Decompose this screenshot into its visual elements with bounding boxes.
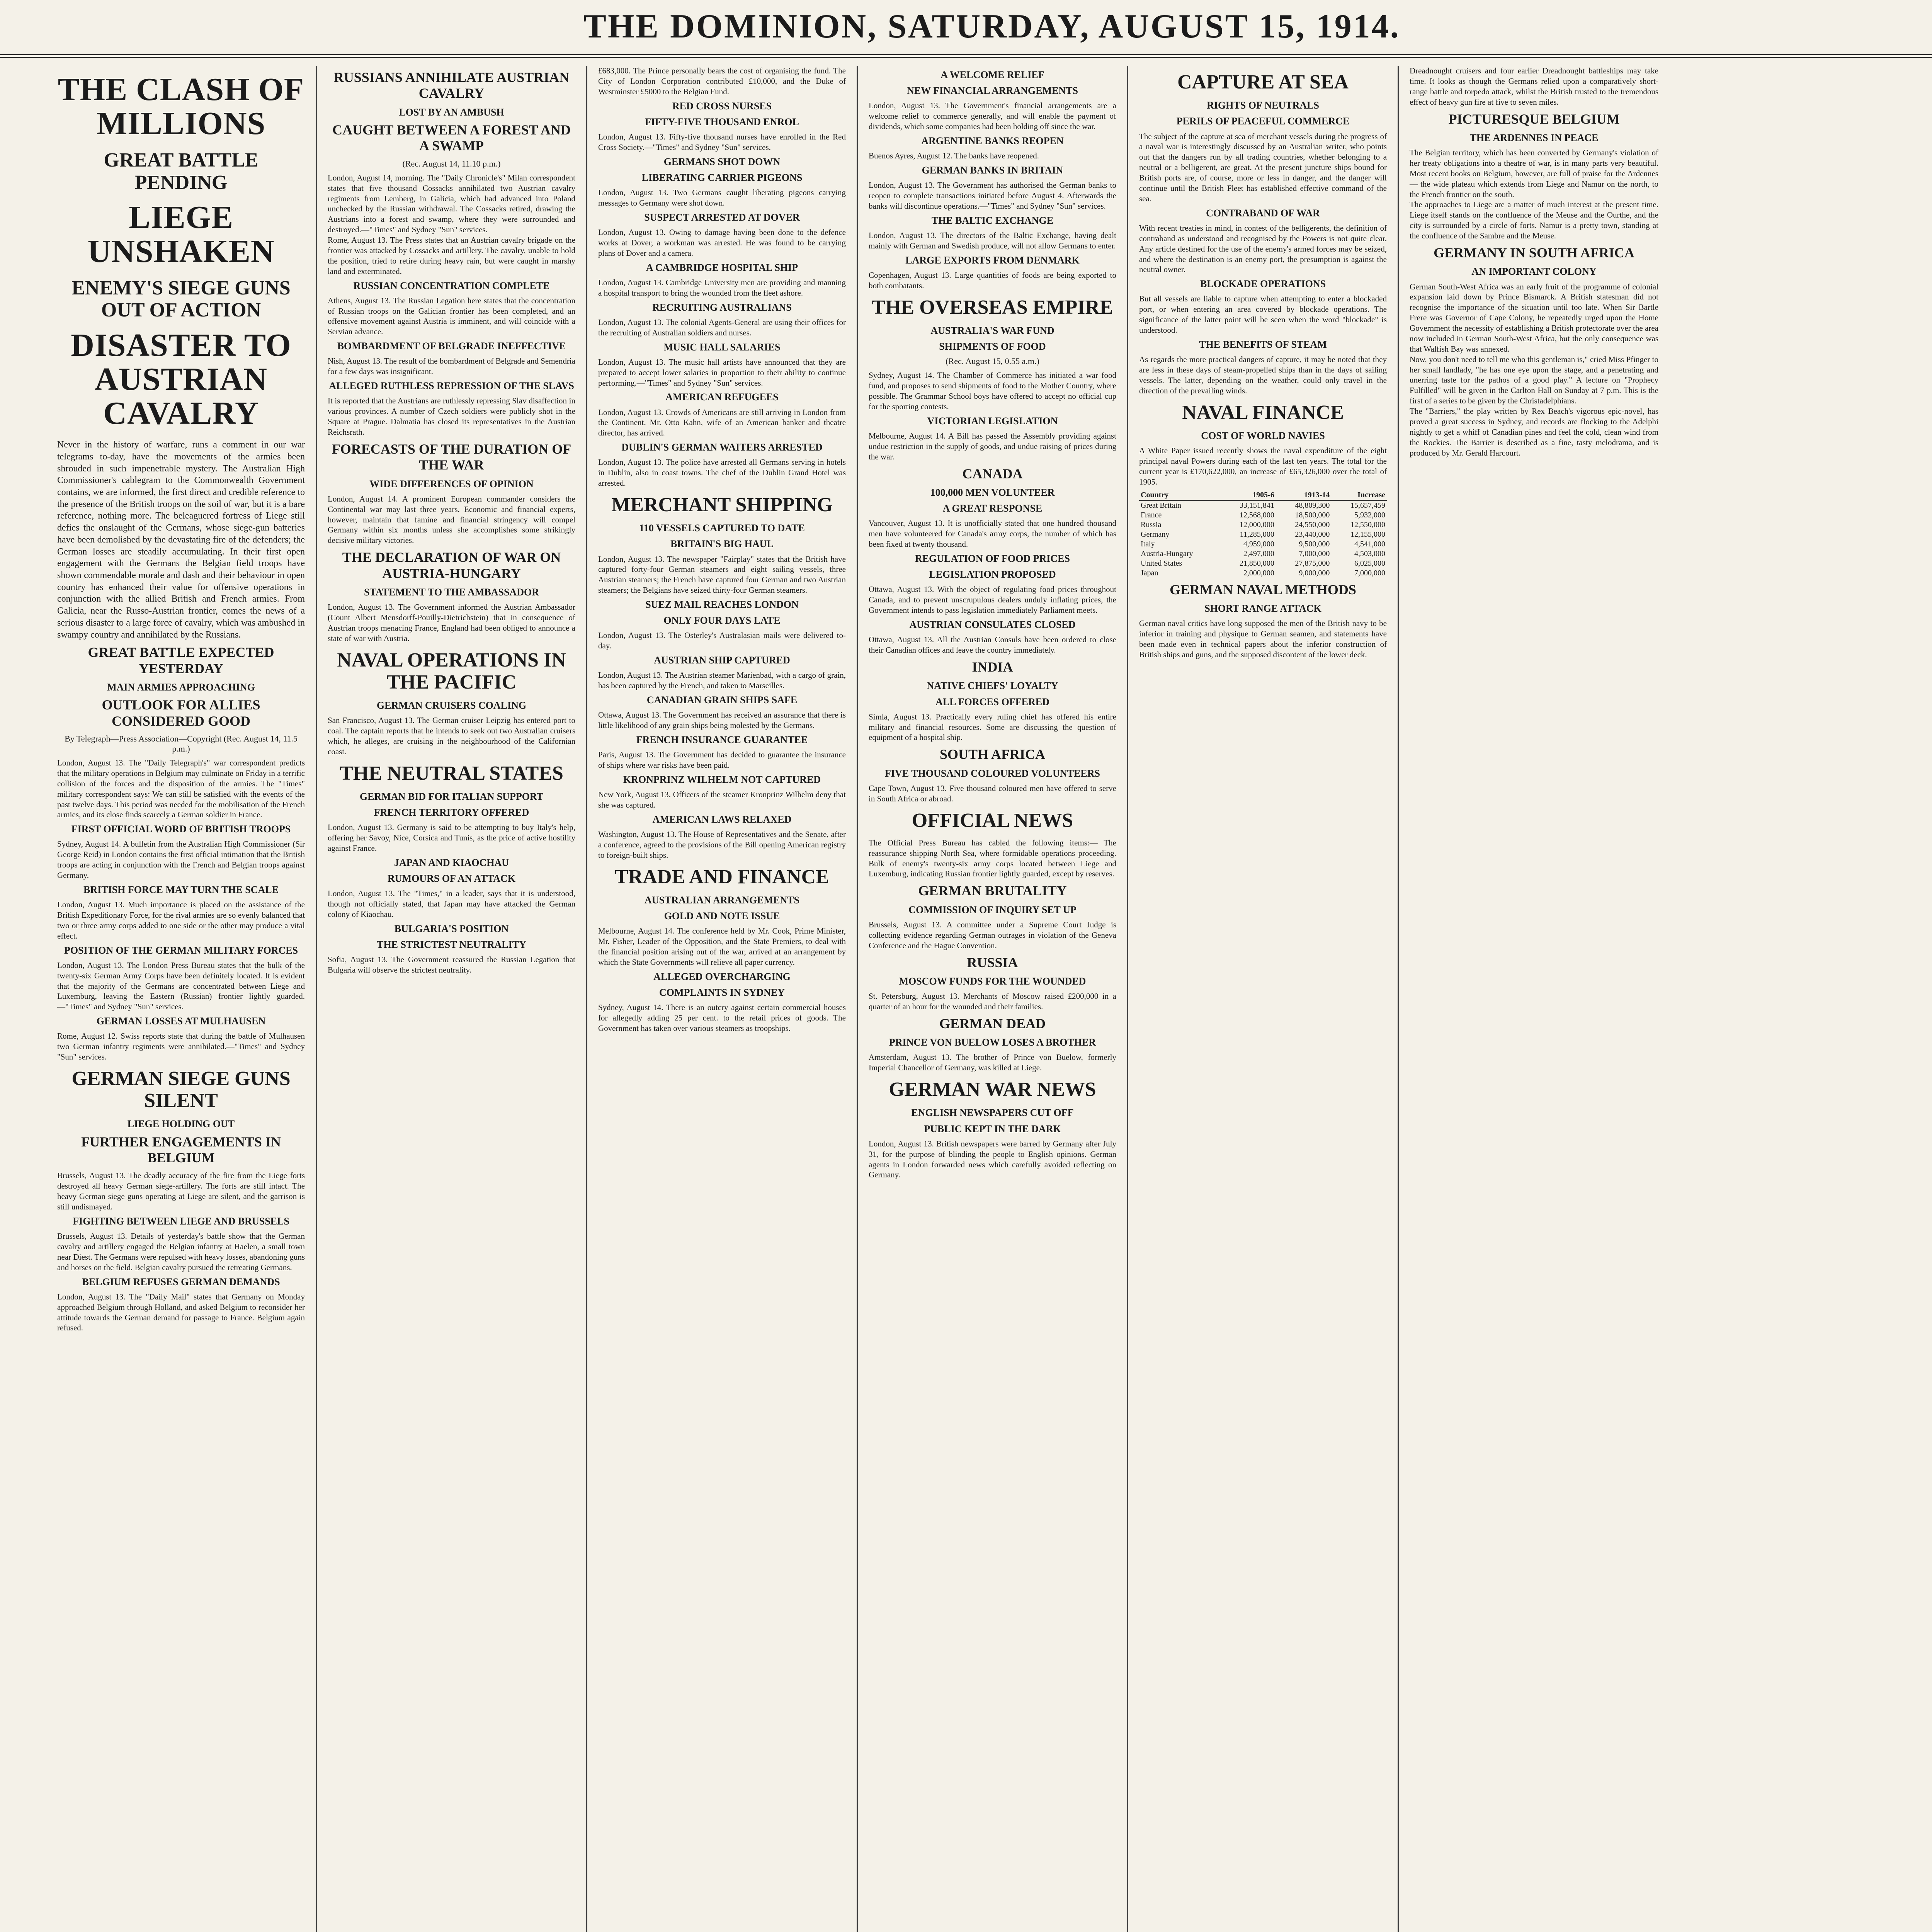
headline: AUSTRALIAN ARRANGEMENTS xyxy=(645,894,799,906)
headline: GERMANS SHOT DOWN xyxy=(663,156,781,167)
article-text: Rome, August 13. The Press states that an Austrian cavalry brigade on the frontier was attacked by Cossacks and artillery. The cavalry, unable to hold the position, tried to retire during heavy rain, but were caught in marshy land and exterminated. xyxy=(328,235,575,276)
headline: THE OVERSEAS EMPIRE xyxy=(872,296,1113,318)
headline: TRADE AND FINANCE xyxy=(615,866,829,888)
article-text: London, August 14, morning. The "Daily Chronicle's" Milan correspondent states that five thousand Cossacks annihilated two Austrian cavalry regiments from Lemberg, in Galicia, which had advanced into Poland unchecked by the Russian withdrawal. The Cossacks retired, drawing the Austrians into a forest and swamp, where they were surrounded and destroyed.—"Times" and Sydney "Sun" services. xyxy=(328,173,575,235)
article-text: London, August 13. The Government's financial arrangements are a welcome relief to commerce generally, and will enable the payment of dividends, which some companies had been holding off since the war. xyxy=(869,101,1116,131)
table-cell: Italy xyxy=(1141,539,1155,548)
article-text: London, August 13. British newspapers were barred by Germany after July 31, for the purpose of blinding the people to English opinions. German agents in London forwarded news which carefully avoided reflecting on Germany. xyxy=(869,1139,1116,1180)
headline: ALL FORCES OFFERED xyxy=(935,696,1049,707)
headline: GERMAN SIEGE GUNS SILENT xyxy=(71,1068,291,1112)
headline: PUBLIC KEPT IN THE DARK xyxy=(924,1123,1061,1134)
headline: NAVAL OPERATIONS IN THE PACIFIC xyxy=(337,649,566,693)
headline: RUSSIAN CONCENTRATION COMPLETE xyxy=(353,280,550,291)
article-text: Ottawa, August 13. All the Austrian Consuls have been ordered to close their Canadian offices and leave the country immediately. xyxy=(869,635,1116,655)
table-cell: Japan xyxy=(1141,568,1158,577)
headline: AUSTRIAN CONSULATES CLOSED xyxy=(909,619,1076,631)
headline: GERMAN BID FOR ITALIAN SUPPORT xyxy=(359,791,544,802)
article-text: London, August 13. Owing to damage having been done to the defence works at Dover, a workman was arrested. He was found to be carrying plans of Dover and a camera. xyxy=(598,228,846,258)
headline: THE CLASH OF MILLIONS xyxy=(58,71,304,142)
table-cell: France xyxy=(1141,510,1162,519)
article-text: London, August 13. The Austrian steamer Marienbad, with a cargo of grain, has been captured by the French, and taken to Marseilles. xyxy=(598,670,846,690)
newspaper-columns xyxy=(46,66,1932,1932)
headline: ARGENTINE BANKS REOPEN xyxy=(921,135,1064,146)
headline: COST OF WORLD NAVIES xyxy=(1201,430,1325,441)
article-text: Buenos Ayres, August 12. The banks have reopened. xyxy=(869,151,1039,161)
article-text: London, August 13. The police have arrested all Germans serving in hotels in Dublin, also in coast towns. The chef of the Dublin Grand Hotel was arrested. xyxy=(598,457,846,488)
article-text: German South-West Africa was an early fruit of the programme of colonial expansion laid down by Prince Bismarck. A British statesman did not recognise the importance of the situation until too late. When Sir Bartle Frere was Governor of Cape Colony, he repeatedly urged upon the Home Government the necessity of establishing a British protectorate over the area now included in German South-West Africa, but the only consequence was that Walfish Bay was annexed. xyxy=(1410,282,1658,354)
article-text: Rome, August 12. Swiss reports state that during the battle of Mulhausen two German infantry regiments were annihilated.—"Times" and Sydney "Sun" services. xyxy=(57,1031,305,1062)
headline: AUSTRIAN SHIP CAPTURED xyxy=(654,655,790,666)
headline: RECRUITING AUSTRALIANS xyxy=(652,301,792,313)
headline: GERMAN CRUISERS COALING xyxy=(376,700,527,711)
article-text: Brussels, August 13. The deadly accuracy of the fire from the Liege forts destroyed all heavy German siege-artillery. The forts are still intact. The heavy German siege guns operating at Liege are silent, and the garrison is still undismayed. xyxy=(57,1171,305,1211)
table-cell: Great Britain xyxy=(1141,501,1181,510)
article-text: London, August 13. The directors of the Baltic Exchange, having dealt mainly with German and Swedish produce, will not allow Germans to enter. xyxy=(869,231,1116,250)
article-text: The "Barriers," the play written by Rex Beach's vigorous epic-novel, has proved a great success in Sydney, and records are flocking to the Adelphi nightly to get a whiff of Canadian pines and feel the cold, clean wind from the Rockies. The Barrier is described as a fine, tasty melodrama, and is produced by Mr. Gerald Harcourt. xyxy=(1410,406,1658,457)
article-text: A White Paper issued recently shows the naval expenditure of the eight principal naval Powers during each of the last ten years. The total for the current year is £170,622,000, an increase of £65,326,000 over the total of 1905. xyxy=(1139,446,1387,486)
headline: FIGHTING BETWEEN LIEGE AND BRUSSELS xyxy=(73,1215,289,1227)
headline: NAVAL FINANCE xyxy=(1182,401,1344,423)
column-1 xyxy=(46,66,317,1932)
headline: BELGIUM REFUSES GERMAN DEMANDS xyxy=(82,1276,280,1287)
table-header-cell: Country xyxy=(1139,490,1220,500)
newspaper-title: THE DOMINION, SATURDAY, AUGUST 15, 1914. xyxy=(583,8,1400,45)
headline: 110 VESSELS CAPTURED TO DATE xyxy=(639,522,805,534)
table-cell: 2,497,000 xyxy=(1243,549,1274,558)
table-cell: 12,155,000 xyxy=(1350,530,1385,539)
article-text: Simla, August 13. Practically every ruling chief has offered his entire military and financial resources. Some are discussing the question of equipment of a hospital ship. xyxy=(869,712,1116,742)
headline: BULGARIA'S POSITION xyxy=(394,923,509,934)
headline: MERCHANT SHIPPING xyxy=(611,494,833,516)
article-text: Athens, August 13. The Russian Legation here states that the concentration of Russian troops on the Galician frontier has been completed, and an offensive movement against Austria is imminent, and will coincide with a Servian advance. xyxy=(328,296,575,337)
headline: LEGISLATION PROPOSED xyxy=(929,569,1056,580)
table-cell: 7,000,000 xyxy=(1354,568,1385,577)
headline: CONTRABAND OF WAR xyxy=(1206,207,1320,219)
headline: GERMAN DEAD xyxy=(939,1015,1046,1031)
headline: AUSTRALIA'S WAR FUND xyxy=(930,325,1054,336)
table-header-cell: Increase xyxy=(1331,490,1387,500)
headline: ONLY FOUR DAYS LATE xyxy=(663,615,781,626)
headline: OUTLOOK FOR ALLIES CONSIDERED GOOD xyxy=(102,697,260,729)
headline: PRINCE VON BUELOW LOSES A BROTHER xyxy=(889,1037,1096,1048)
headline: CANADA xyxy=(962,466,1023,481)
headline: FRENCH TERRITORY OFFERED xyxy=(374,807,529,818)
headline: SUEZ MAIL REACHES LONDON xyxy=(645,599,799,611)
headline: LIEGE HOLDING OUT xyxy=(127,1118,235,1130)
article-text: Ottawa, August 13. The Government has received an assurance that there is little likelihood of any grain ships being molested by the Germans. xyxy=(598,710,846,730)
table-cell: Russia xyxy=(1141,520,1162,529)
article-text: London, August 13. The London Press Bureau states that the bulk of the twenty-six German Army Corps have been definitely located. It is evident that the majority of the Germans are concentrated between Liege and Luxemburg, leaving the Eastern (Russian) frontier lightly guarded.—"Times" and Sydney "Sun" services. xyxy=(57,960,305,1012)
headline: THE ARDENNES IN PEACE xyxy=(1469,132,1599,143)
article-text: London, August 13. The Osterley's Australasian mails were delivered to-day. xyxy=(598,631,846,651)
headline: GREAT BATTLE EXPECTED YESTERDAY xyxy=(88,645,274,676)
headline: GERMAN BRUTALITY xyxy=(918,883,1067,899)
headline: BRITAIN'S BIG HAUL xyxy=(670,538,774,550)
headline: LOST BY AN AMBUSH xyxy=(399,106,504,118)
headline: THE STRICTEST NEUTRALITY xyxy=(377,939,526,951)
article-text: San Francisco, August 13. The German cruiser Leipzig has entered port to coal. The captain reports that he intends to seek out two Australian cruisers which, he alleges, are cruising in the neighbourhood of the Californian coast. xyxy=(328,716,575,756)
headline: GERMAN LOSSES AT MULHAUSEN xyxy=(96,1015,266,1027)
headline: FURTHER ENGAGEMENTS IN BELGIUM xyxy=(81,1134,281,1165)
headline: COMPLAINTS IN SYDNEY xyxy=(659,987,785,998)
headline: STATEMENT TO THE AMBASSADOR xyxy=(364,586,539,598)
table-cell: 4,541,000 xyxy=(1354,539,1385,548)
table-cell: 6,025,000 xyxy=(1354,559,1385,568)
masthead xyxy=(0,0,1932,58)
headline: MUSIC HALL SALARIES xyxy=(663,341,781,353)
headline: ENEMY'S SIEGE GUNS OUT OF ACTION xyxy=(71,277,291,321)
headline: A WELCOME RELIEF xyxy=(940,69,1044,80)
headline: DUBLIN'S GERMAN WAITERS ARRESTED xyxy=(621,442,823,453)
headline: ENGLISH NEWSPAPERS CUT OFF xyxy=(911,1107,1074,1119)
article-text: The subject of the capture at sea of merchant vessels during the progress of a naval war is interestingly discussed by an Australian writer, who points out that the dangers run by all trading countries, whether belonging to a neutral or a belligerent, are great. At the present juncture ships bound for British ports are, of course, more or less in danger, and the danger will continue until the British Fleet has established effective command of the sea. xyxy=(1139,131,1387,203)
article-text: St. Petersburg, August 13. Merchants of Moscow raised £200,000 in a quarter of an hour for the wounded and their families. xyxy=(869,992,1116,1012)
table-row xyxy=(1139,520,1387,530)
article-text: The Belgian territory, which has been converted by Germany's violation of her treaty obligations into a theatre of war, is in many parts very beautiful. Most recent books on Belgium, however, are full of praise for the Ardennes — the wide plateau which extends from Liege and Namur on the north, to the French frontier on the south. xyxy=(1410,148,1658,199)
table-row xyxy=(1139,568,1387,578)
dateline: By Telegraph—Press Association—Copyright (Rec. August 14, 11.5 p.m.) xyxy=(65,734,298,754)
headline: FORECASTS OF THE DURATION OF THE WAR xyxy=(332,441,571,473)
headline: OFFICIAL NEWS xyxy=(912,809,1073,832)
headline: FRENCH INSURANCE GUARANTEE xyxy=(636,734,808,746)
headline: FIFTY-FIVE THOUSAND ENROL xyxy=(645,116,799,128)
table-cell: 21,850,000 xyxy=(1239,559,1274,568)
table-cell: 4,503,000 xyxy=(1354,549,1385,558)
headline: CAPTURE AT SEA xyxy=(1177,71,1349,93)
article-text: London, August 13. Crowds of Americans are still arriving in London from the Continent. Mr. Otto Kahn, wife of an American banker and theatre director, has arrived. xyxy=(598,407,846,438)
article-text: German naval critics have long supposed the men of the British navy to be inferior in training and physique to German seamen, and statements have been made even in technical papers about the inferior construction of British ships and guns, and the supposed discontent of the lower deck. xyxy=(1139,619,1387,659)
table-cell: United States xyxy=(1141,559,1182,568)
headline: THE BENEFITS OF STEAM xyxy=(1199,338,1327,350)
headline: FIVE THOUSAND COLOURED VOLUNTEERS xyxy=(885,767,1100,779)
table-cell: Austria-Hungary xyxy=(1141,549,1193,558)
table-cell: 9,500,000 xyxy=(1299,539,1330,548)
table-cell: 11,285,000 xyxy=(1240,530,1274,539)
headline: LIBERATING CARRIER PIGEONS xyxy=(641,172,803,183)
headline: DISASTER TO AUSTRIAN CAVALRY xyxy=(71,327,291,431)
column-4 xyxy=(858,66,1128,1932)
headline: THE BALTIC EXCHANGE xyxy=(931,214,1054,226)
headline: RUSSIA xyxy=(967,954,1018,970)
article-text: Dreadnought cruisers and four earlier Dreadnought battleships may take time. It looks as though the Germans relied upon a comparatively short-range battle and torpedo attack, whilst the British trusted to the tremendous effect of heavy gun fire at five to seven miles. xyxy=(1410,66,1658,107)
dateline: (Rec. August 14, 11.10 p.m.) xyxy=(402,158,501,168)
headline: COMMISSION OF INQUIRY SET UP xyxy=(908,904,1077,915)
table-row xyxy=(1139,530,1387,539)
headline: THE NEUTRAL STATES xyxy=(340,762,563,784)
headline: LIEGE UNSHAKEN xyxy=(87,199,275,269)
headline: RUSSIANS ANNIHILATE AUSTRIAN CAVALRY xyxy=(333,70,570,101)
headline: SOUTH AFRICA xyxy=(939,747,1046,762)
table-cell: 4,959,000 xyxy=(1243,539,1274,548)
table-cell: 12,000,000 xyxy=(1239,520,1274,529)
table-cell: 48,809,300 xyxy=(1295,501,1330,510)
headline: GREAT BATTLE PENDING xyxy=(104,149,259,194)
table-cell: 33,151,841 xyxy=(1239,501,1274,510)
table-cell: 5,932,000 xyxy=(1354,510,1385,519)
article-text: Melbourne, August 14. The conference held by Mr. Cook, Prime Minister, Mr. Fisher, Leader of the Opposition, and the State Premiers, to deal with the financial position arising out of the war, arrived at an arrangement by which the State Governments will relieve all paper currency. xyxy=(598,926,846,967)
column-6 xyxy=(1399,66,1669,1932)
article-text: London, August 13. The newspaper "Fairplay" states that the British have captured forty-four German steamers and eight sailing vessels, three Austrian steamers; the French have captured four German and two Austrian steamers; the Belgians have seized thirty-four German steamers. xyxy=(598,554,846,595)
article-text: Sofia, August 13. The Government reassured the Russian Legation that Bulgaria will observe the strictest neutrality. xyxy=(328,955,575,975)
headline: THE DECLARATION OF WAR ON AUSTRIA-HUNGARY xyxy=(342,549,561,581)
table-cell: 23,440,000 xyxy=(1295,530,1330,539)
article-text: Ottawa, August 13. With the object of regulating food prices throughout Canada, and to prevent unscrupulous dealers unduly inflating prices, the Government intends to pass legislation immediately Parliament meets. xyxy=(869,585,1116,615)
headline: RED CROSS NURSES xyxy=(672,100,772,112)
table-cell: 18,500,000 xyxy=(1295,510,1330,519)
headline: CANADIAN GRAIN SHIPS SAFE xyxy=(646,694,798,706)
article-text: Never in the history of warfare, runs a comment in our war telegrams to-day, have the movements of the armies been shrouded in such impenetrable mystery. The Australian High Commissioner's cablegram to the Commonwealth Government contains, we are informed, the first direct and credible reference to the presence of the British troops on the soil of war, but it is a bare reference, nothing more. The beleaguered fortress of Liege still defies the onslaught of the Germans, whose siege-gun batteries have been demolished by the devastating fire of the defenders; the German losses are steadily accumulating. In their first open engagement with the Germans the Belgian field troops have shown commendable morale and dash and their behaviour in open country has enhanced their value for offensive operations in conjunction with the allied British and French armies. From Galicia, near the Russo-Austrian frontier, comes the news of a serious disaster to a large force of cavalry, which was ambushed in swampy country and annihilated by the Russians. xyxy=(57,440,305,640)
article-text: Brussels, August 13. A committee under a Supreme Court Judge is collecting evidence regarding German outrages in violation of the Geneva Conference and the Hague Convention. xyxy=(869,920,1116,950)
article-text: Washington, August 13. The House of Representatives and the Senate, after a conference, agreed to the provisions of the Bill opening American registry to foreign-built ships. xyxy=(598,830,846,860)
headline: RIGHTS OF NEUTRALS xyxy=(1207,100,1319,111)
article-text: Melbourne, August 14. A Bill has passed the Assembly providing against undue restriction in the supply of goods, and undue raising of prices during the war. xyxy=(869,431,1116,461)
table-cell: 9,000,000 xyxy=(1299,568,1330,577)
article-text: London, August 13. Fifty-five thousand nurses have enrolled in the Red Cross Society.—"Times" and Sydney "Sun" services. xyxy=(598,132,846,152)
headline: AN IMPORTANT COLONY xyxy=(1471,266,1597,277)
headline: KRONPRINZ WILHELM NOT CAPTURED xyxy=(623,774,821,785)
table-cell: Germany xyxy=(1141,530,1170,539)
headline: NATIVE CHIEFS' LOYALTY xyxy=(927,680,1058,692)
article-text: Paris, August 13. The Government has decided to guarantee the insurance of ships where war risks have been paid. xyxy=(598,750,846,770)
table-cell: 7,000,000 xyxy=(1299,549,1330,558)
table-row xyxy=(1139,500,1387,510)
headline: SUSPECT ARRESTED AT DOVER xyxy=(644,211,800,223)
column-3 xyxy=(587,66,858,1932)
headline: GERMAN WAR NEWS xyxy=(889,1078,1096,1101)
article-text: Sydney, August 14. A bulletin from the Australian High Commissioner (Sir George Reid) in London contains the first official intimation that the British troops are acting in conjunction with the French and Belgian troops against Germany. xyxy=(57,839,305,880)
headline: GERMANY IN SOUTH AFRICA xyxy=(1434,245,1634,260)
article-text: Nish, August 13. The result of the bombardment of Belgrade and Semendria for a few days was insignificant. xyxy=(328,356,575,376)
headline: GOLD AND NOTE ISSUE xyxy=(664,910,780,922)
headline: WIDE DIFFERENCES OF OPINION xyxy=(369,478,534,490)
article-text: Cape Town, August 13. Five thousand coloured men have offered to serve in South Africa or abroad. xyxy=(869,783,1116,803)
headline: ALLEGED RUTHLESS REPRESSION OF THE SLAVS xyxy=(329,380,574,392)
article-text: London, August 13. The "Daily Telegraph's" war correspondent predicts that the military operations in Belgium may culminate on Friday in a terrific collision of the forces and the disposition of the armies. The "Times" military correspondent says: We can still be satisfied with the events of the past twelve days. This period was needed for the mobilisation of the French armies, and its close finds scarcely a German soldier in France. xyxy=(57,758,305,820)
article-text: London, August 13. Germany is said to be attempting to buy Italy's help, offering her Savoy, Nice, Corsica and Tunis, as the price of active hostility against France. xyxy=(328,823,575,853)
headline: SHIPMENTS OF FOOD xyxy=(939,341,1046,352)
table-cell: 15,657,459 xyxy=(1350,501,1385,510)
headline: BRITISH FORCE MAY TURN THE SCALE xyxy=(83,884,279,895)
table-row xyxy=(1139,549,1387,559)
article-text: London, August 13. The Government has authorised the German banks to reopen to complete transactions initiated before August 4. Afterwards the banks will discontinue operations.—"Times" and Sydney "Sun" services. xyxy=(869,180,1116,211)
headline: PICTURESQUE BELGIUM xyxy=(1448,111,1620,127)
article-text: London, August 13. The "Times," in a leader, says that it is understood, though not officially stated, that Japan may have attacked the German colony of Kiaochau. xyxy=(328,889,575,919)
headline: A CAMBRIDGE HOSPITAL SHIP xyxy=(646,262,798,273)
article-text: Sydney, August 14. There is an outcry against certain commercial houses for allegedly adding 25 per cent. to the retail prices of goods. The Government has taken over various steamers as troopships. xyxy=(598,1003,846,1033)
article-text: Copenhagen, August 13. Large quantities of foods are being exported to both combatants. xyxy=(869,270,1116,290)
headline: JAPAN AND KIAOCHAU xyxy=(394,857,509,868)
headline: REGULATION OF FOOD PRICES xyxy=(915,553,1070,565)
article-text: London, August 13. Two Germans caught liberating pigeons carrying messages to Germany were shot down. xyxy=(598,188,846,207)
headline: LARGE EXPORTS FROM DENMARK xyxy=(905,254,1080,266)
article-text: London, August 13. Cambridge University men are providing and manning a hospital transport to bring the wounded from the fleet ashore. xyxy=(598,277,846,298)
table-cell: 12,550,000 xyxy=(1350,520,1385,529)
article-text: London, August 13. The Government informed the Austrian Ambassador (Count Albert Mensdorff-Pouilly-Dietrichstein) that in consequence of Austrian troops menacing France, England had been obliged to announce a state of war with Austria. xyxy=(328,602,575,643)
article-text: London, August 14. A prominent European commander considers the Continental war may last three years. Economic and financial experts, however, maintain that famine and financial stringency will compel Germany within six months unless she accomplishes some strikingly decisive military victories. xyxy=(328,494,575,545)
dateline: (Rec. August 15, 0.55 a.m.) xyxy=(946,356,1039,366)
table-header-cell: 1913-14 xyxy=(1276,490,1332,500)
headline: GERMAN BANKS IN BRITAIN xyxy=(922,165,1063,176)
headline: MAIN ARMIES APPROACHING xyxy=(107,682,255,693)
headline: SHORT RANGE ATTACK xyxy=(1204,602,1321,614)
headline: ALLEGED OVERCHARGING xyxy=(653,971,791,982)
headline: VICTORIAN LEGISLATION xyxy=(927,415,1058,427)
article-text: London, August 13. The colonial Agents-General are using their offices for the recruiting of Australian soldiers and nurses. xyxy=(598,317,846,337)
article-text: Now, you don't need to tell me who this gentleman is," cried Miss Pfinger to her small landlady, "he has one eye upon the stage, and a penetrating and unerring taste for the pathos of a good play." A lecture on "Prophecy Fulfilled" will be given in the Carlton Hall on Sunday at 7 p.m. This is the first of a series to be given by the Christadelphians. xyxy=(1410,354,1658,406)
table-cell: 2,000,000 xyxy=(1243,568,1274,577)
headline: POSITION OF THE GERMAN MILITARY FORCES xyxy=(64,944,298,956)
table-row xyxy=(1139,510,1387,520)
article-text: It is reported that the Austrians are ruthlessly repressing Slav disaffection in various provinces. A number of Czech soldiers were publicly shot in the Square at Prague. Dalmatia has closed its representatives in the Austrian Reichsrath. xyxy=(328,396,575,437)
headline: NEW FINANCIAL ARRANGEMENTS xyxy=(906,85,1078,97)
article-text: London, August 13. Much importance is placed on the assistance of the British Expeditionary Force, for the rival armies are so evenly balanced that two or three army corps added to one side or the other may produce a vital effect. xyxy=(57,900,305,940)
table-cell: 24,550,000 xyxy=(1295,520,1330,529)
headline: BOMBARDMENT OF BELGRADE INEFFECTIVE xyxy=(337,340,566,352)
table-row xyxy=(1139,559,1387,568)
article-text: London, August 13. The music hall artists have announced that they are prepared to accept lower salaries in proportion to their ability to continue performing.—"Times" and Sydney "Sun" services. xyxy=(598,357,846,388)
headline: MOSCOW FUNDS FOR THE WOUNDED xyxy=(899,975,1086,987)
table-cell: 27,875,000 xyxy=(1295,559,1330,568)
article-text: The approaches to Liege are a matter of much interest at the present time. Liege itself stands on the confluence of the Meuse and the Ourthe, and the city is surrounded by a circle of forts. Namur is a pretty town, standing at the confluence of the Sambre and the Meuse. xyxy=(1410,200,1658,241)
headline: A GREAT RESPONSE xyxy=(942,503,1043,514)
headline: CAUGHT BETWEEN A FOREST AND A SWAMP xyxy=(332,122,571,154)
article-text: Brussels, August 13. Details of yesterday's battle show that the German cavalry and artillery engaged the Belgian infantry at Haelen, a small town near Diest. The Germans were repulsed with heavy losses, abandoning guns and horses on the field. Belgian cavalry pursued the retreating Germans. xyxy=(57,1231,305,1272)
article-text: Sydney, August 14. The Chamber of Commerce has initiated a war food fund, and proposes to send shipments of food to the Mother Country, where possible. The Grammar School boys have offered to accept no official cup for the sporting contests. xyxy=(869,371,1116,411)
column-5 xyxy=(1128,66,1399,1932)
article-text: London, August 13. The "Daily Mail" states that Germany on Monday approached Belgium through Holland, and asked Belgium to reconsider her attitude towards the German demand for passage to France. Belgium again refused. xyxy=(57,1292,305,1333)
headline: BLOCKADE OPERATIONS xyxy=(1200,278,1326,290)
headline: 100,000 MEN VOLUNTEER xyxy=(930,487,1055,498)
headline: INDIA xyxy=(972,659,1013,675)
article-text: Amsterdam, August 13. The brother of Prince von Buelow, formerly Imperial Chancellor of Germany, was killed at Liege. xyxy=(869,1053,1116,1073)
article-text: But all vessels are liable to capture when attempting to enter a blockaded port, or when entering an area covered by blockade operations. The significance of the latter point will be seen when the word "blockade" is understood. xyxy=(1139,294,1387,335)
article-text: Vancouver, August 13. It is unofficially stated that one hundred thousand men have volunteered for Canada's army corps, the number of which has been fixed at twenty thousand. xyxy=(869,519,1116,549)
headline: RUMOURS OF AN ATTACK xyxy=(387,873,516,884)
article-text: The Official Press Bureau has cabled the following items:— The reassurance shipping North Sea, where formidable operations proceeding. Bulk of enemy's twenty-six army corps located between Liege and Luxemburg, indicating Russian frontier lightly guarded, except by reserves. xyxy=(869,838,1116,879)
article-text: New York, August 13. Officers of the steamer Kronprinz Wilhelm deny that she was captured. xyxy=(598,790,846,810)
article-text: As regards the more practical dangers of capture, it may be noted that they are less in these days of steam-propelled ships than in the days of sailing vessels. The latter, depending on the weather, could only travel in the direction of the prevailing winds. xyxy=(1139,355,1387,395)
headline: FIRST OFFICIAL WORD OF BRITISH TROOPS xyxy=(71,823,291,835)
headline: GERMAN NAVAL METHODS xyxy=(1170,582,1356,597)
table-header-cell: 1905-6 xyxy=(1220,490,1276,500)
column-2 xyxy=(317,66,587,1932)
headline: AMERICAN LAWS RELAXED xyxy=(652,813,792,825)
article-text: £683,000. The Prince personally bears the cost of organising the fund. The City of London Corporation contributed £10,000, and the Duke of Westminster £5000 to the Belgian Fund. xyxy=(598,66,846,96)
headline: AMERICAN REFUGEES xyxy=(665,391,779,403)
headline: PERILS OF PEACEFUL COMMERCE xyxy=(1176,116,1350,127)
naval-expenditure-table xyxy=(1139,490,1387,578)
table-row xyxy=(1139,539,1387,549)
article-text: With recent treaties in mind, in contest of the belligerents, the definition of contraband as understood and recognised by the Powers is not quite clear. Any article destined for the use of the enemy's armed forces may be seized, and where the destination is an enemy port, the presumption is against the neutral owner. xyxy=(1139,223,1387,274)
table-cell: 12,568,000 xyxy=(1239,510,1274,519)
